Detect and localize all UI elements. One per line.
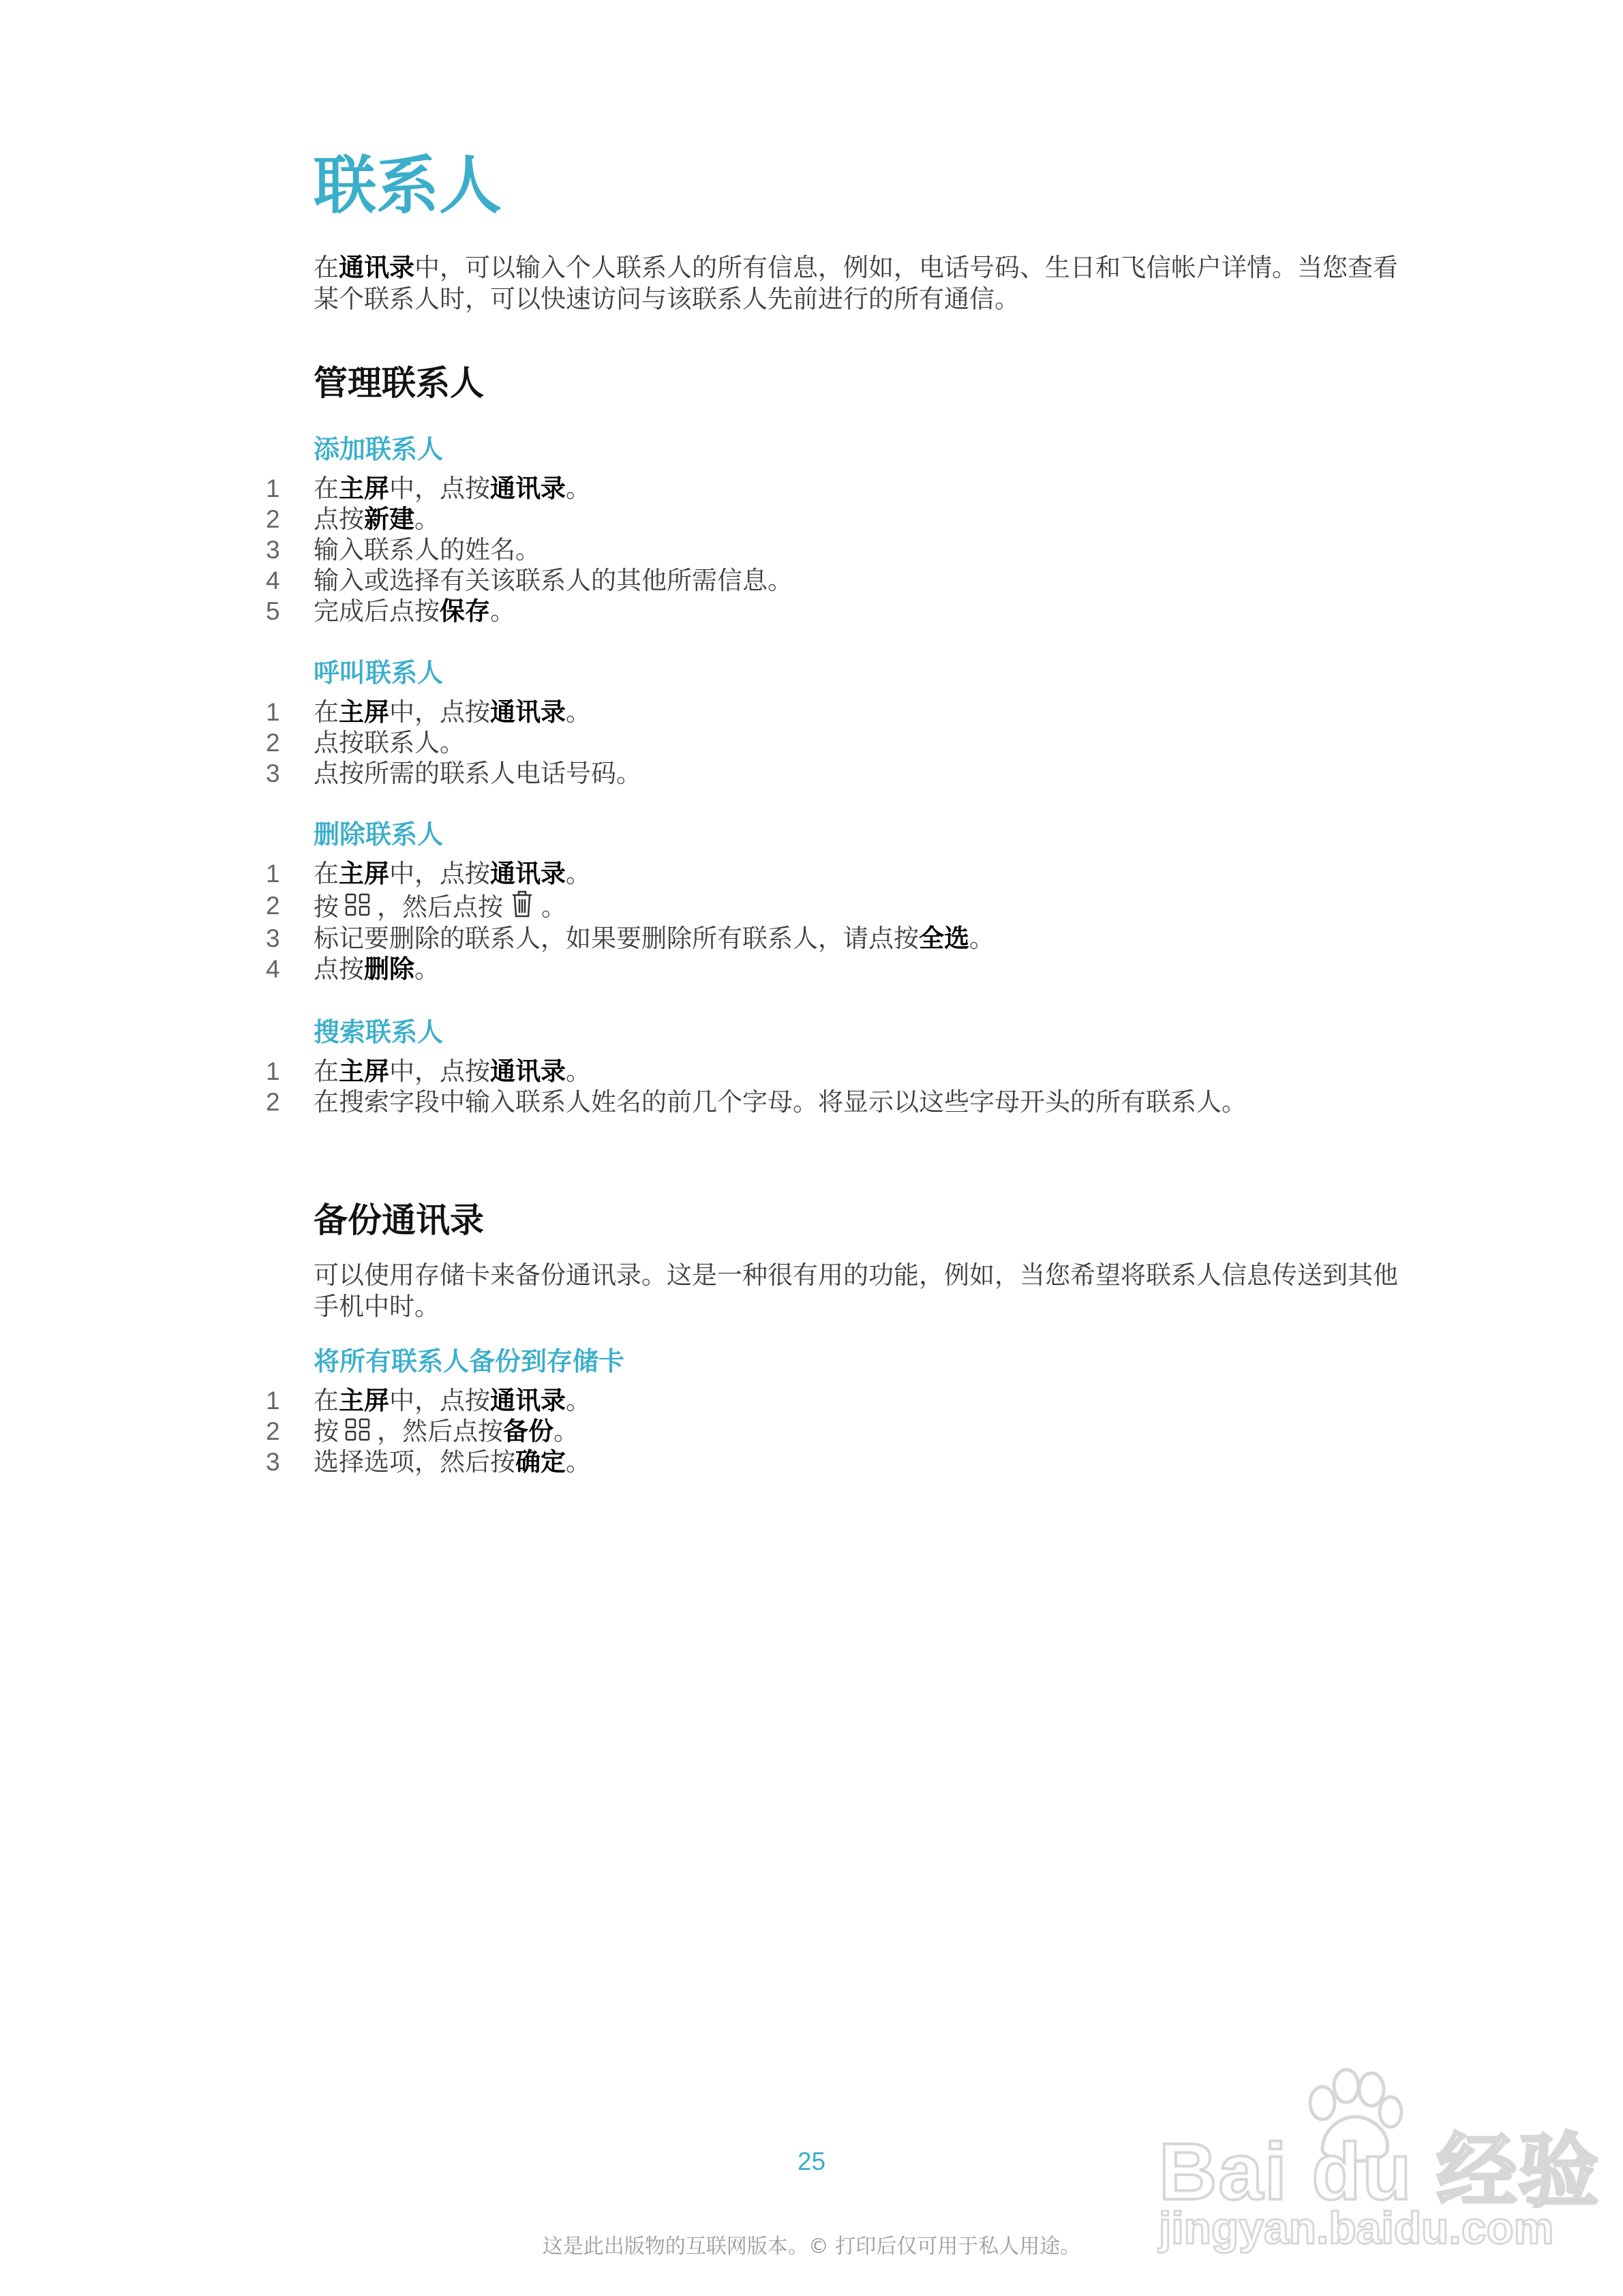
step-bold: 全选 xyxy=(919,924,969,953)
step-text: 点按所需的联系人电话号码。 xyxy=(314,759,641,788)
subheading-backup-to-card: 将所有联系人备份到存储卡 xyxy=(314,1346,625,1376)
step-text: 输入或选择有关该联系人的其他所需信息。 xyxy=(314,566,793,595)
step-text: 。 xyxy=(541,892,566,922)
step-text: 中，点按 xyxy=(389,1057,490,1086)
step-bold: 新建 xyxy=(364,504,414,534)
step-bold: 主屏 xyxy=(339,1057,389,1086)
step-text: 。 xyxy=(566,1057,591,1086)
step-bold: 通讯录 xyxy=(490,697,566,727)
step-text: 。 xyxy=(553,1417,579,1446)
page-title: 联系人 xyxy=(314,149,502,222)
menu-key-icon xyxy=(344,892,371,926)
step-text: 点按联系人。 xyxy=(314,728,465,757)
step-text: 完成后点按 xyxy=(314,596,440,626)
step-bold: 通讯录 xyxy=(490,1057,566,1086)
step-text: 。 xyxy=(566,1447,591,1477)
section-heading-backup: 备份通讯录 xyxy=(314,1200,484,1240)
page-number: 25 xyxy=(797,2147,826,2175)
step-bold: 主屏 xyxy=(339,697,389,727)
step-text: 标记要删除的联系人，如果要删除所有联系人，请点按 xyxy=(314,924,919,953)
step-number: 1 xyxy=(266,474,280,502)
step-text: 。 xyxy=(414,954,440,984)
step-text: 中，点按 xyxy=(389,697,490,727)
step-bold: 主屏 xyxy=(339,859,389,888)
step-text: 。 xyxy=(490,596,515,626)
intro-paragraph xyxy=(314,252,1404,315)
step-text: 中，点按 xyxy=(389,1386,490,1415)
intro-bold: 通讯录 xyxy=(339,253,414,282)
subheading-call-contact: 呼叫联系人 xyxy=(314,658,444,688)
step-bold: 保存 xyxy=(440,596,490,626)
step-text: 。 xyxy=(566,859,591,888)
step-number: 1 xyxy=(266,698,280,726)
step-text: 按 xyxy=(314,892,339,922)
step-number: 2 xyxy=(266,1417,280,1445)
step-text: 中，点按 xyxy=(389,474,490,503)
step-text: 。 xyxy=(414,504,440,534)
step-number: 3 xyxy=(266,924,280,952)
step-text: 选择选项，然后按 xyxy=(314,1447,515,1477)
step-number: 3 xyxy=(266,1448,280,1476)
section-heading-manage: 管理联系人 xyxy=(314,363,484,403)
step-text: ，然后点按 xyxy=(377,892,503,922)
menu-key-icon xyxy=(344,1417,371,1449)
intro-pre: 在 xyxy=(314,253,339,282)
subheading-add-contact: 添加联系人 xyxy=(314,434,444,464)
step-bold: 备份 xyxy=(503,1417,553,1446)
list-item xyxy=(0,1056,1281,1087)
step-text: 点按 xyxy=(314,504,364,534)
step-text: 在 xyxy=(314,859,339,888)
footer-note: 这是此出版物的互联网版本。© 打印后仅可用于私人用途。 xyxy=(542,2235,1081,2259)
step-text: 在 xyxy=(314,474,339,503)
baidu-watermark xyxy=(1159,2066,1601,2256)
step-number: 4 xyxy=(266,955,280,983)
watermark-domain: jingyan.baidu.com xyxy=(1159,2203,1554,2253)
backup-paragraph: 可以使用存储卡来备份通讯录。这是一种很有用的功能，例如，当您希望将联系人信息传送到其他手机中时。 xyxy=(314,1260,1398,1321)
step-bold: 主屏 xyxy=(339,1386,389,1415)
step-number: 3 xyxy=(266,759,280,787)
step-bold: 主屏 xyxy=(339,474,389,503)
step-number: 2 xyxy=(266,729,280,757)
step-text: 在 xyxy=(314,1057,339,1086)
step-bold: 通讯录 xyxy=(490,474,566,503)
step-text: 。 xyxy=(566,1386,591,1415)
step-number: 2 xyxy=(266,1088,280,1116)
step-bold: 删除 xyxy=(364,954,414,984)
step-text: 在 xyxy=(314,1386,339,1415)
step-number: 2 xyxy=(266,892,280,920)
step-number: 1 xyxy=(266,860,280,888)
step-text: 。 xyxy=(969,924,995,953)
step-text: 。 xyxy=(566,474,591,503)
step-number: 5 xyxy=(266,597,280,625)
watermark-brand: Bai du 经验 xyxy=(1159,2127,1601,2217)
step-text: 。 xyxy=(566,697,591,727)
subheading-delete-contact: 删除联系人 xyxy=(314,819,444,849)
step-bold: 确定 xyxy=(515,1447,566,1477)
list-item xyxy=(0,1087,1281,1118)
step-number: 1 xyxy=(266,1057,280,1085)
step-text: 按 xyxy=(314,1417,339,1446)
step-number: 1 xyxy=(266,1387,280,1415)
step-text: 点按 xyxy=(314,954,364,984)
search-contact-steps xyxy=(0,1056,1281,1118)
step-number: 4 xyxy=(266,567,280,594)
intro-post: 中，可以输入个人联系人的所有信息，例如，电话号码、生日和飞信帐户详情。当您查看某个联系人时，可以快速访问与该联系人先前进行的所有通信。 xyxy=(314,253,1398,314)
subheading-search-contact: 搜索联系人 xyxy=(314,1017,444,1047)
step-number: 2 xyxy=(266,505,280,533)
step-text: ，然后点按 xyxy=(377,1417,503,1446)
step-text: 在 xyxy=(314,697,339,727)
trash-icon xyxy=(509,889,536,928)
step-bold: 通讯录 xyxy=(490,859,566,888)
step-text: 在搜索字段中输入联系人姓名的前几个字母。将显示以这些字母开头的所有联系人。 xyxy=(314,1087,1247,1117)
step-number: 3 xyxy=(266,536,280,564)
step-text: 输入联系人的姓名。 xyxy=(314,535,541,564)
step-text: 中，点按 xyxy=(389,859,490,888)
step-bold: 通讯录 xyxy=(490,1386,566,1415)
